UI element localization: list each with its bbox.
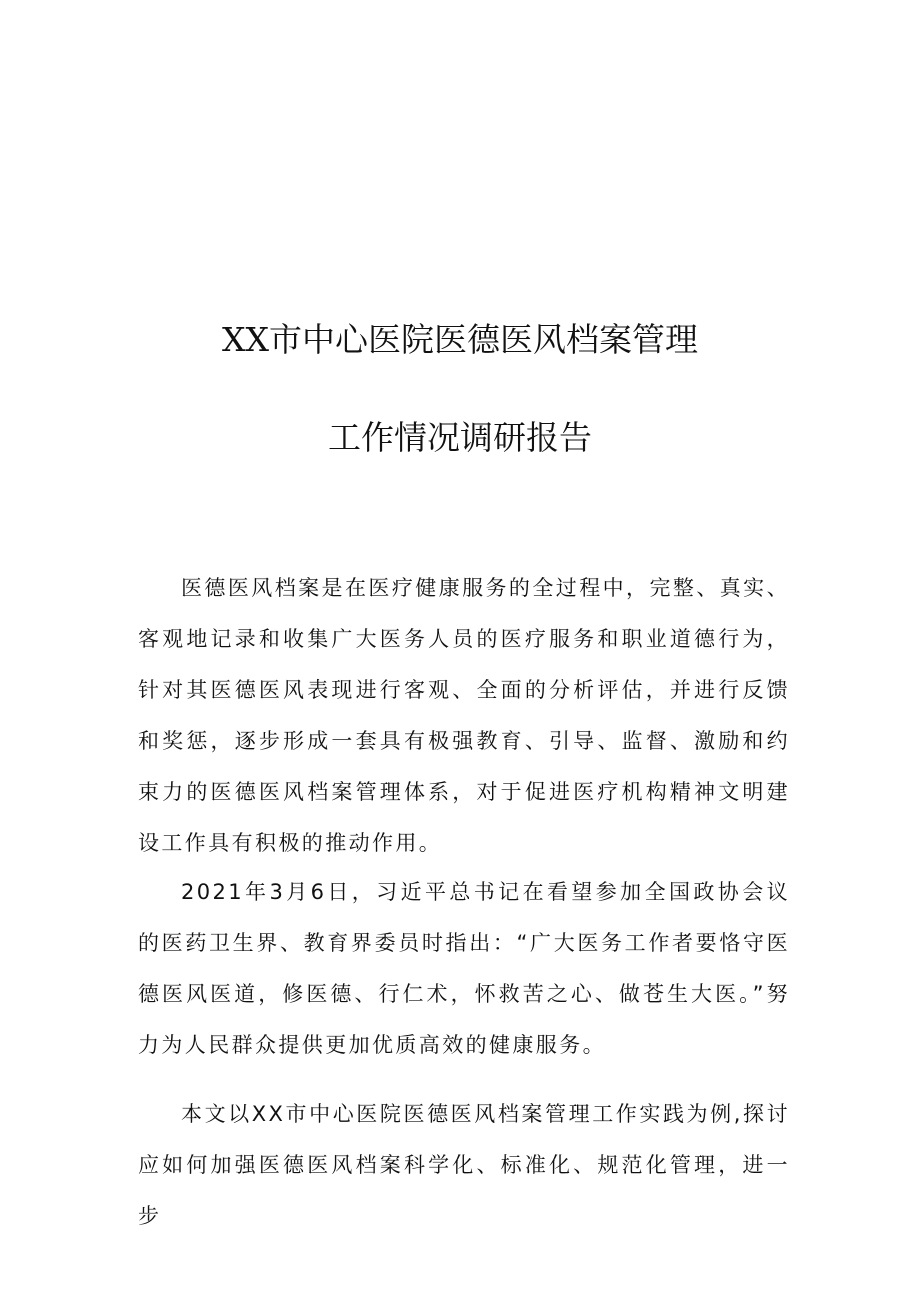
document-title-line-1: XX市中心医院医德医风档案管理: [222, 320, 698, 359]
document-title-line-2: 工作情况调研报告: [328, 418, 592, 457]
body-paragraph-2: 2021年3月6日，习近平总书记在看望参加全国政协会议的医药卫生界、教育界委员时指出：“广大医务工作者要恪守医德医风医道，修医德、行仁术，怀救苦之心、做苍生大医。”努力为人民群众提供更加优质高效的健康服务。: [138, 880, 790, 1057]
body-paragraph-3: 本文以XX市中心医院医德医风档案管理工作实践为例,探讨应如何加强医德医风档案科学化、标准化、规范化管理，进一步: [138, 1102, 790, 1228]
body-paragraph-1: 医德医风档案是在医疗健康服务的全过程中，完整、真实、客观地记录和收集广大医务人员的医疗服务和职业道德行为，针对其医德医风表现进行客观、全面的分析评估，并进行反馈和奖惩，逐步形成一套具有极强教育、引导、监督、激励和约束力的医德医风档案管理体系，对于促进医疗机构精神文明建设工作具有积极的推动作用。: [138, 576, 790, 855]
